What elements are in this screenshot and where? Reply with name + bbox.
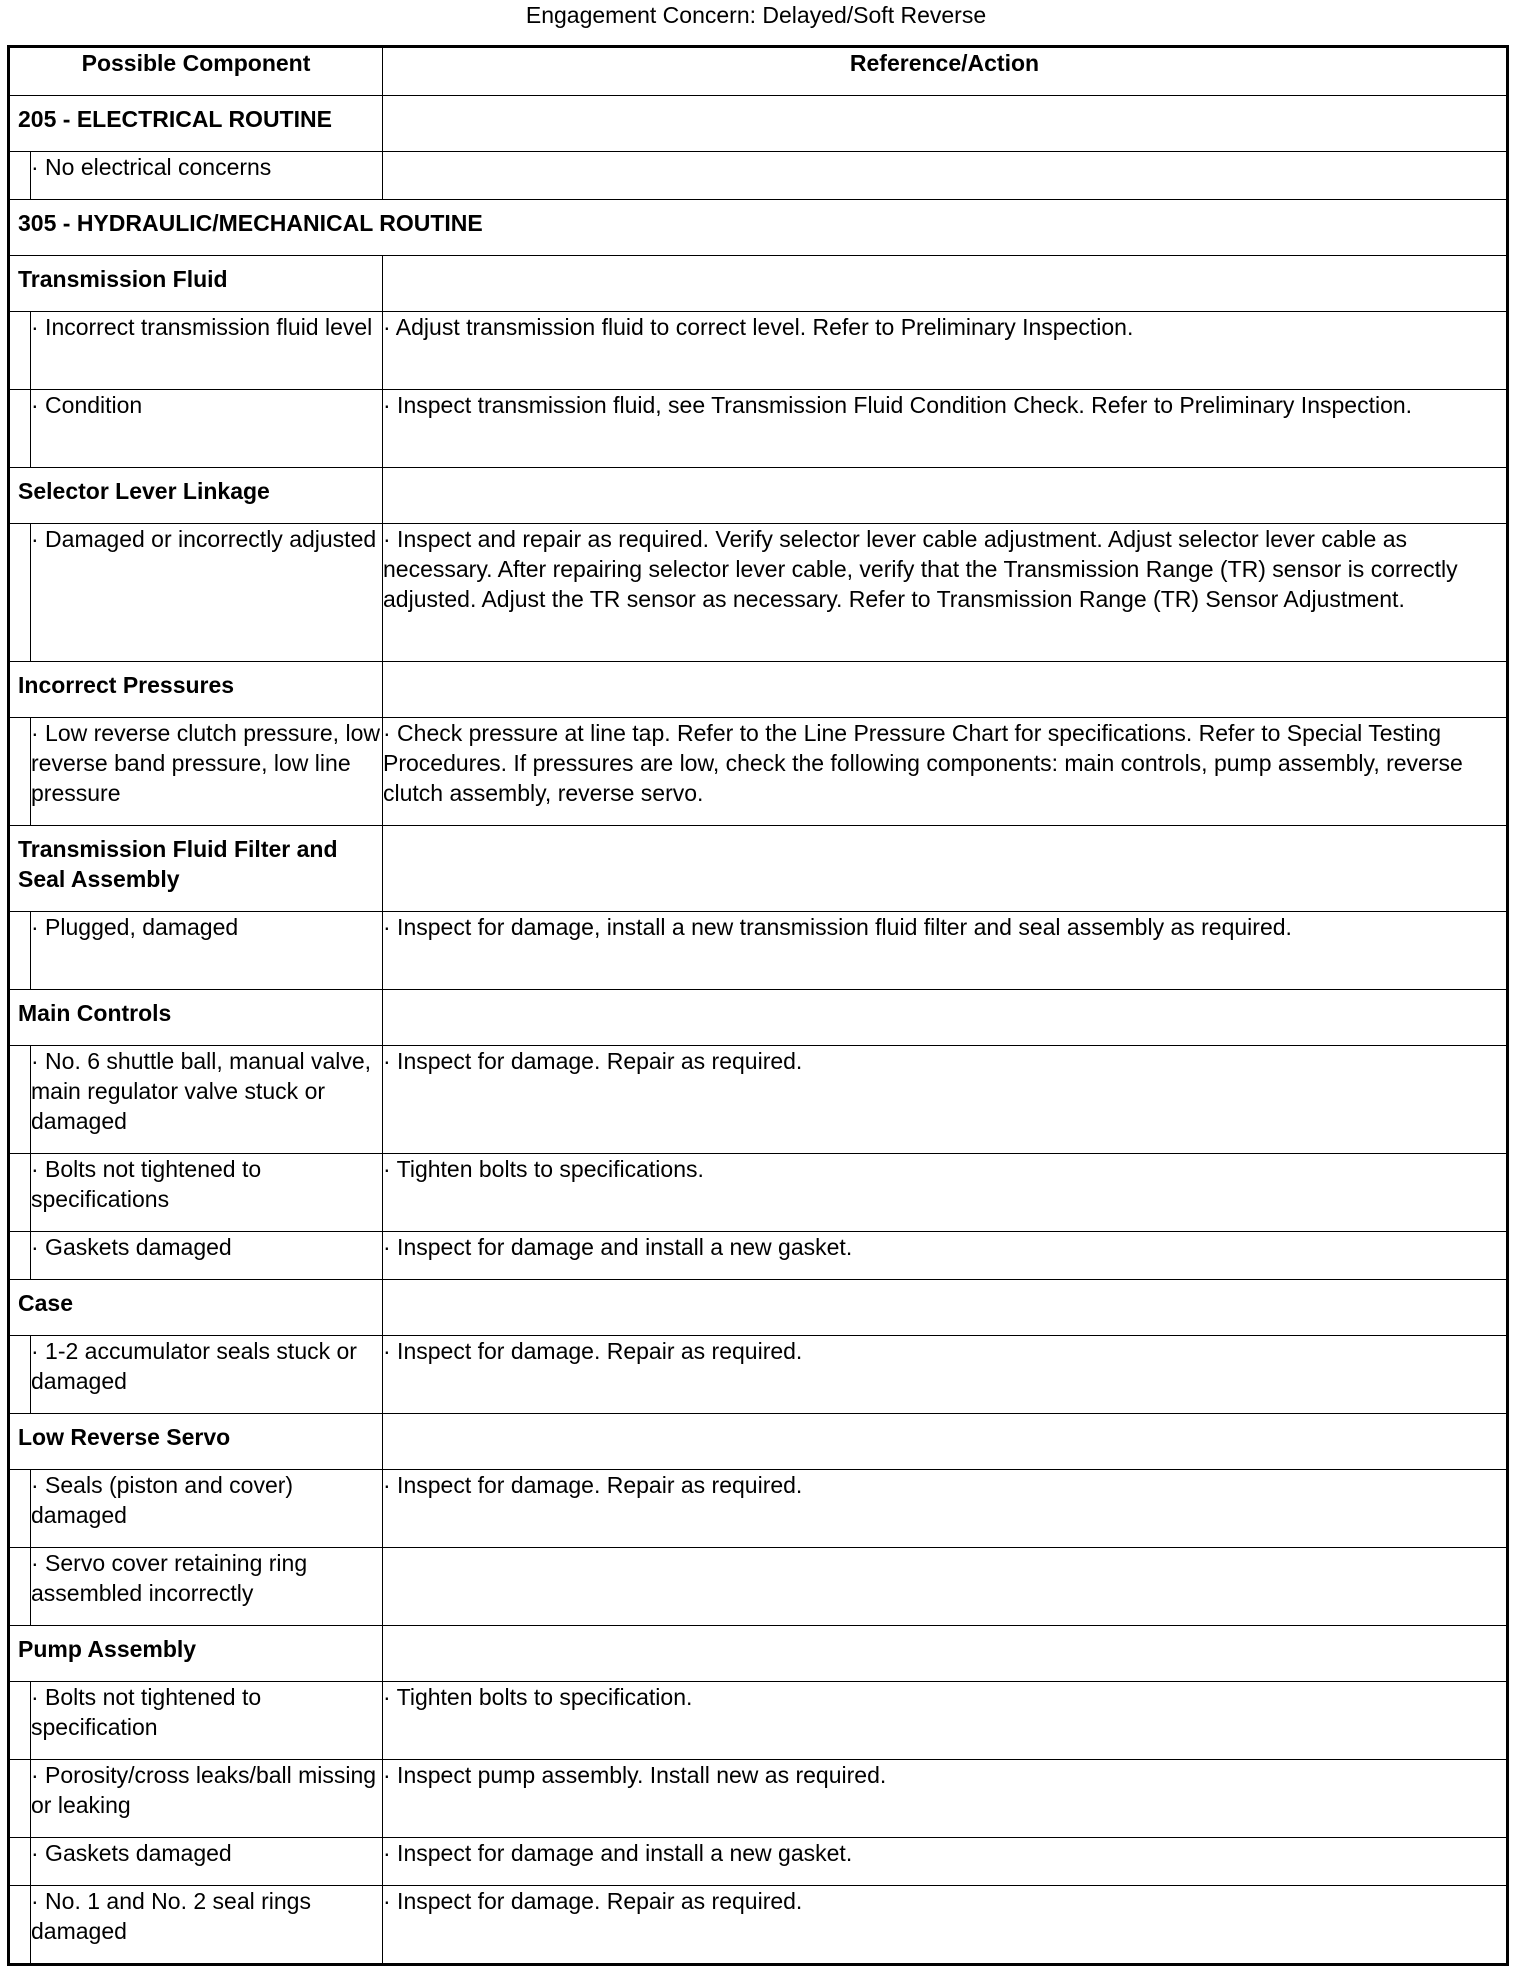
indent-cell	[9, 1760, 31, 1838]
action-cell	[383, 152, 1508, 200]
section-row	[9, 1280, 1508, 1336]
table-row	[9, 1336, 1508, 1414]
indent-cell	[9, 718, 31, 826]
table-row	[9, 1886, 1508, 1965]
indent-cell	[9, 1470, 31, 1548]
action-cell: · Inspect pump assembly. Install new as required.	[383, 1760, 1508, 1838]
action-cell: · Inspect for damage. Repair as required.	[383, 1336, 1508, 1414]
component-cell: · Porosity/cross leaks/ball missing or leaking	[31, 1760, 383, 1838]
table-row	[9, 1470, 1508, 1548]
action-cell: · Inspect for damage. Repair as required.	[383, 1046, 1508, 1154]
section-row	[9, 990, 1508, 1046]
indent-cell	[9, 1682, 31, 1760]
action-cell: · Tighten bolts to specifications.	[383, 1154, 1508, 1232]
action-cell: · Inspect for damage, install a new transmission fluid filter and seal assembly as required.	[383, 912, 1508, 990]
indent-cell	[9, 152, 31, 200]
indent-cell	[9, 524, 31, 662]
table-row	[9, 524, 1508, 662]
action-cell: · Tighten bolts to specification.	[383, 1682, 1508, 1760]
action-cell: · Inspect for damage. Repair as required.	[383, 1470, 1508, 1548]
action-cell: · Inspect for damage and install a new gasket.	[383, 1838, 1508, 1886]
section-row	[9, 826, 1508, 912]
indent-cell	[9, 1548, 31, 1626]
indent-cell	[9, 1838, 31, 1886]
section-action	[383, 662, 1508, 718]
page-title: Engagement Concern: Delayed/Soft Reverse	[525, 2, 987, 28]
component-cell: · Gaskets damaged	[31, 1838, 383, 1886]
component-cell: · Bolts not tightened to specifications	[31, 1154, 383, 1232]
section-action	[383, 1280, 1508, 1336]
section-name: Incorrect Pressures	[9, 662, 383, 718]
table-row	[9, 152, 1508, 200]
section-row	[9, 96, 1508, 152]
section-action	[383, 990, 1508, 1046]
component-cell: · No. 6 shuttle ball, manual valve, main regulator valve stuck or damaged	[31, 1046, 383, 1154]
section-action	[383, 96, 1508, 152]
section-row	[9, 662, 1508, 718]
table-row	[9, 390, 1508, 468]
component-cell: · Damaged or incorrectly adjusted	[31, 524, 383, 662]
table-header-row	[9, 47, 1508, 96]
action-cell: · Check pressure at line tap. Refer to the Line Pressure Chart for specifications. Refer to Special Testing Procedures. If pressures are low, check the following components: main controls, pump assembly, reverse clutch assembly, reverse servo.	[383, 718, 1508, 826]
table-row	[9, 1232, 1508, 1280]
table-row	[9, 1046, 1508, 1154]
table-row	[9, 312, 1508, 390]
section-row	[9, 1626, 1508, 1682]
indent-cell	[9, 912, 31, 990]
action-cell	[383, 1548, 1508, 1626]
action-cell: · Inspect for damage. Repair as required.	[383, 1886, 1508, 1965]
action-cell: · Inspect transmission fluid, see Transmission Fluid Condition Check. Refer to Preliminary Inspection.	[383, 390, 1508, 468]
component-cell: · Seals (piston and cover) damaged	[31, 1470, 383, 1548]
table-row	[9, 912, 1508, 990]
component-cell: · No electrical concerns	[31, 152, 383, 200]
component-cell: · Plugged, damaged	[31, 912, 383, 990]
section-action	[383, 256, 1508, 312]
table-row	[9, 1548, 1508, 1626]
action-cell: · Inspect for damage and install a new gasket.	[383, 1232, 1508, 1280]
indent-cell	[9, 312, 31, 390]
component-cell: · Low reverse clutch pressure, low reverse band pressure, low line pressure	[31, 718, 383, 826]
section-row	[9, 256, 1508, 312]
section-name: Transmission Fluid Filter and Seal Assembly	[9, 826, 383, 912]
section-name: Low Reverse Servo	[9, 1414, 383, 1470]
indent-cell	[9, 390, 31, 468]
component-cell: · Condition	[31, 390, 383, 468]
table-row	[9, 1838, 1508, 1886]
table-row	[9, 1760, 1508, 1838]
section-action	[383, 468, 1508, 524]
action-cell: · Inspect and repair as required. Verify selector lever cable adjustment. Adjust selector lever cable as necessary. After repairing selector lever cable, verify that the Transmission Range (TR) sensor is correctly adjusted. Adjust the TR sensor as necessary. Refer to Transmission Range (TR) Sensor Adjustment.	[383, 524, 1508, 662]
section-name: Transmission Fluid	[9, 256, 383, 312]
table-row	[9, 1682, 1508, 1760]
action-cell: · Adjust transmission fluid to correct level. Refer to Preliminary Inspection.	[383, 312, 1508, 390]
table-row	[9, 718, 1508, 826]
section-row	[9, 468, 1508, 524]
section-name: 205 - ELECTRICAL ROUTINE	[9, 96, 383, 152]
header-reference-action: Reference/Action	[383, 47, 1508, 96]
indent-cell	[9, 1886, 31, 1965]
component-cell: · No. 1 and No. 2 seal rings damaged	[31, 1886, 383, 1965]
component-cell: · Bolts not tightened to specification	[31, 1682, 383, 1760]
indent-cell	[9, 1046, 31, 1154]
component-cell: · Servo cover retaining ring assembled incorrectly	[31, 1548, 383, 1626]
diagnosis-table	[7, 45, 1509, 1966]
section-name: Case	[9, 1280, 383, 1336]
section-action	[383, 1414, 1508, 1470]
section-name: Pump Assembly	[9, 1626, 383, 1682]
section-name: Main Controls	[9, 990, 383, 1046]
section-name: Selector Lever Linkage	[9, 468, 383, 524]
indent-cell	[9, 1232, 31, 1280]
section-row	[9, 200, 1508, 256]
component-cell: · Gaskets damaged	[31, 1232, 383, 1280]
component-cell: · 1-2 accumulator seals stuck or damaged	[31, 1336, 383, 1414]
header-possible-component: Possible Component	[9, 47, 383, 96]
table-row	[9, 1154, 1508, 1232]
section-action	[383, 826, 1508, 912]
component-cell: · Incorrect transmission fluid level	[31, 312, 383, 390]
section-name: 305 - HYDRAULIC/MECHANICAL ROUTINE	[9, 200, 1508, 256]
section-row	[9, 1414, 1508, 1470]
indent-cell	[9, 1336, 31, 1414]
indent-cell	[9, 1154, 31, 1232]
section-action	[383, 1626, 1508, 1682]
